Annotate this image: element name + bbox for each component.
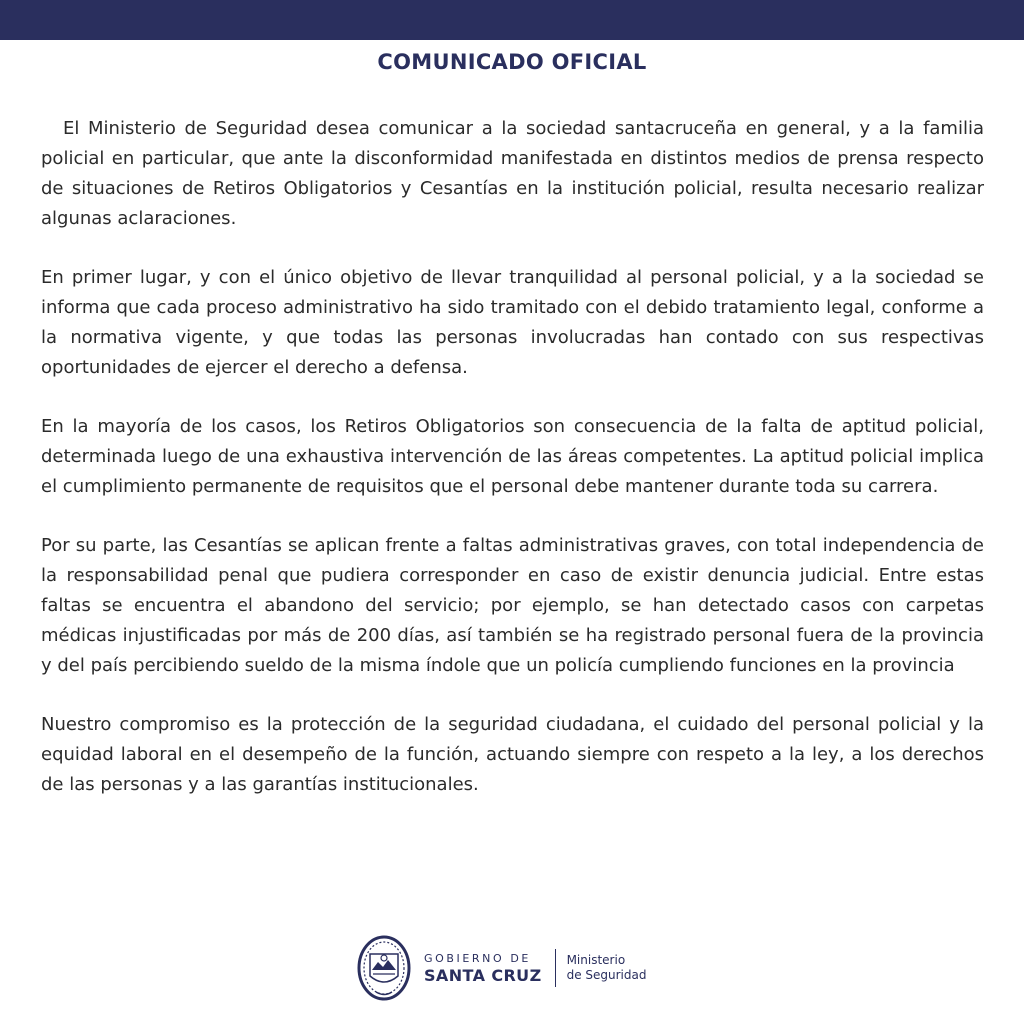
paragraph-4: Por su parte, las Cesantías se aplican frente a faltas administrativas graves, con total independencia de la responsabilidad penal que pudiera corresponder en caso de existir denuncia judicial. Entre estas faltas se encuentra el abandono del servicio; por ejemplo, se han detectado casos con carpetas médicas injustificadas por más de 200 días, así también se ha registrado personal fuera de la provincia y del país percibiendo sueldo de la misma índole que un policía cumpliendo funciones en la provincia — [41, 535, 984, 676]
ministry-line2: de Seguridad — [566, 968, 647, 982]
footer-logo — [356, 932, 646, 1004]
ministry-name — [567, 953, 647, 983]
paragraph-5: Nuestro compromiso es la protección de la seguridad ciudadana, el cuidado del personal policial y la equidad laboral en el desempeño de la función, actuando siempre con respeto a la ley, a los derechos de las personas y a las garantías institucionales. — [41, 714, 984, 795]
paragraph-3: En la mayoría de los casos, los Retiros Obligatorios son consecuencia de la falta de aptitud policial, determinada luego de una exhaustiva intervención de las áreas competentes. La aptitud policial implica el cumplimiento permanente de requisitos que el personal debe mantener durante toda su carrera. — [41, 416, 984, 497]
government-name — [424, 952, 542, 985]
coat-of-arms-icon — [356, 934, 412, 1002]
paragraph-1: El Ministerio de Seguridad desea comunicar a la sociedad santacruceña en general, y a la familia policial en particular, que ante la disconformidad manifestada en distintos medios de prensa respecto de situaciones de Retiros Obligatorios y Cesantías en la institución policial, resulta necesario realizar algunas aclaraciones. — [41, 118, 984, 229]
ministry-line1: Ministerio — [566, 953, 626, 967]
footer-divider — [555, 949, 556, 987]
header-band — [0, 0, 1024, 40]
gov-line2: SANTA CRUZ — [424, 965, 542, 985]
document-body — [41, 114, 984, 829]
gov-line1: GOBIERNO DE — [424, 951, 531, 965]
document-title: COMUNICADO OFICIAL — [377, 50, 647, 74]
paragraph-2: En primer lugar, y con el único objetivo de llevar tranquilidad al personal policial, y a la sociedad se informa que cada proceso administrativo ha sido tramitado con el debido tratamiento legal, conforme a la normativa vigente, y que todas las personas involucradas han contado con sus respectivas oportunidades de ejercer el derecho a defensa. — [41, 267, 984, 378]
